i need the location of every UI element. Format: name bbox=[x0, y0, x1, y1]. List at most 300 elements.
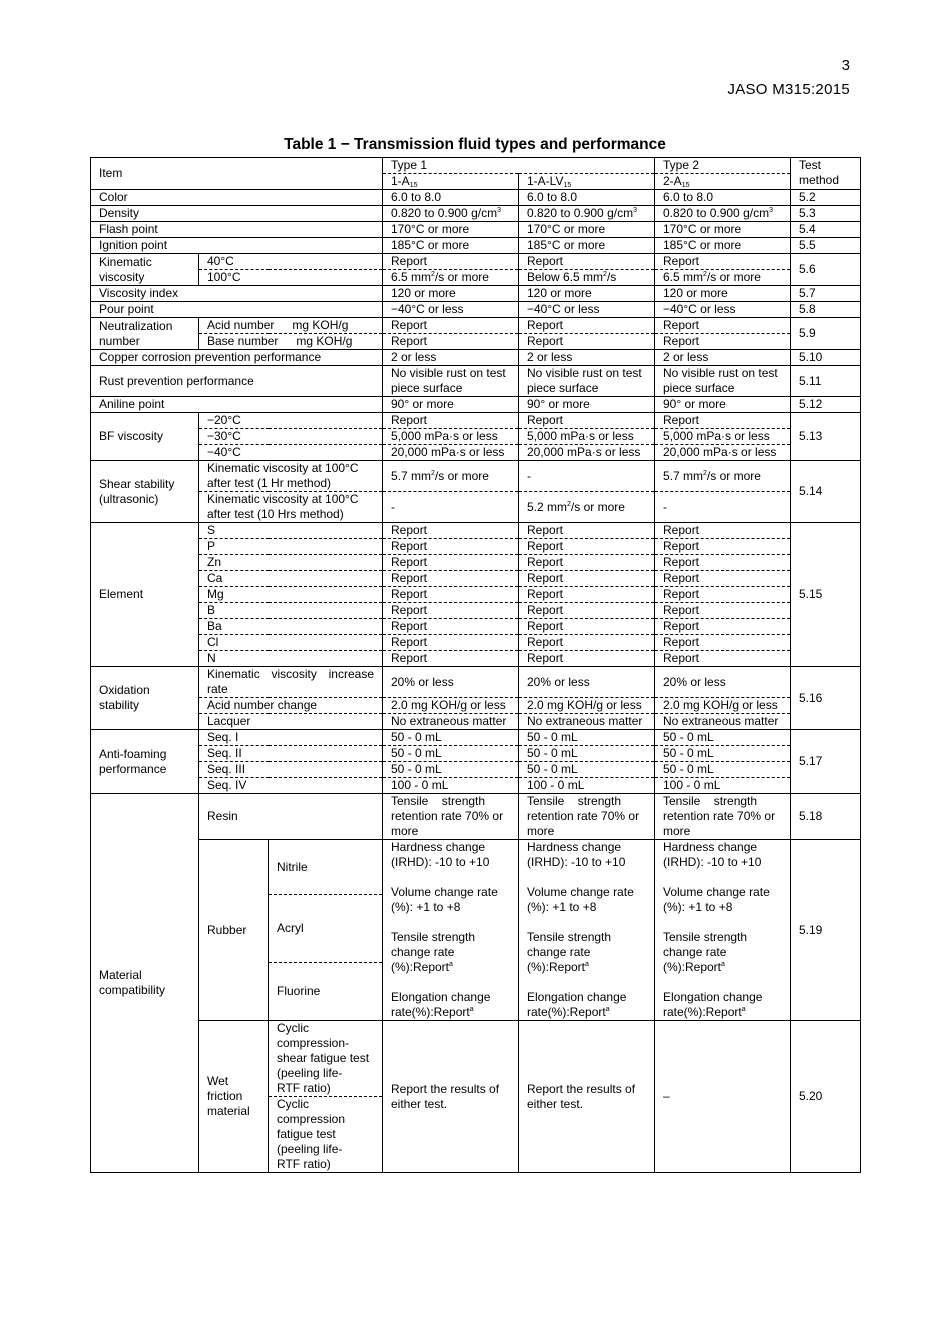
rubber-1alv-line3: Volume change rate bbox=[527, 885, 634, 899]
color-item: Color bbox=[91, 190, 383, 206]
neut-acid-unit: mg KOH/g bbox=[292, 318, 349, 332]
foam-item-line2: performance bbox=[99, 761, 167, 776]
rubber-2a-line1: Hardness change bbox=[663, 840, 758, 854]
kinematic-100c-1a-pre: 6.5 mm bbox=[391, 270, 432, 284]
pour-item: Pour point bbox=[91, 302, 383, 318]
rubber-2a-line2: (IRHD): -10 to +10 bbox=[663, 855, 762, 869]
resin-2a-line2: retention rate 70% or bbox=[663, 809, 776, 823]
rubber-acryl: Acryl bbox=[269, 895, 383, 962]
table-row bbox=[91, 651, 861, 667]
page-number: 3 bbox=[841, 57, 850, 74]
bf-20-1alv: Report bbox=[519, 413, 655, 429]
rust-2a bbox=[655, 366, 791, 397]
shear-1hr bbox=[199, 461, 383, 492]
density-1alv-sup: 3 bbox=[633, 207, 637, 214]
rubber-2a-note-a: a bbox=[721, 961, 725, 968]
foam-seq3: Seq. III bbox=[199, 762, 383, 778]
element-ca-1a: Report bbox=[383, 571, 519, 587]
oxidation-lacquer-1a: No extraneous matter bbox=[383, 714, 519, 730]
element-zn-2a: Report bbox=[655, 555, 791, 571]
wet-cyclic-shear-line3: shear fatigue test bbox=[277, 1051, 370, 1065]
shear-10hr-1a: - bbox=[383, 492, 519, 523]
element-s-1a: Report bbox=[383, 523, 519, 539]
table-row bbox=[91, 206, 861, 222]
density-method: 5.3 bbox=[791, 206, 861, 222]
foam-seq4-1a: 100 - 0 mL bbox=[383, 778, 519, 794]
subheader-2a-base: 2-A bbox=[663, 174, 682, 188]
neut-acid-1alv: Report bbox=[519, 318, 655, 334]
shear-method: 5.14 bbox=[791, 461, 861, 523]
element-zn-1alv: Report bbox=[519, 555, 655, 571]
aniline-method: 5.12 bbox=[791, 397, 861, 413]
table-row bbox=[91, 619, 861, 635]
flash-item: Flash point bbox=[91, 222, 383, 238]
shear-1hr-1a bbox=[383, 461, 519, 492]
subheader-1a-sub: 15 bbox=[409, 182, 418, 189]
shear-10hr-1alv-post: /s or more bbox=[570, 499, 625, 514]
density-2a-sup: 3 bbox=[769, 207, 773, 214]
shear-10hr-1alv-sup: 2 bbox=[567, 500, 571, 508]
wet-friction-line3: material bbox=[207, 1104, 250, 1118]
element-zn-1a: Report bbox=[383, 555, 519, 571]
copper-item: Copper corrosion prevention performance bbox=[91, 350, 383, 366]
item-header: Item bbox=[91, 158, 383, 190]
neut-base-label: Base number bbox=[207, 334, 279, 348]
rubber-1a-note-a2: a bbox=[469, 1006, 474, 1013]
oxidation-item-line2: stability bbox=[99, 698, 140, 712]
subheader-1alv bbox=[519, 174, 655, 190]
table-row bbox=[91, 794, 861, 840]
standard-code: JASO M315:2015 bbox=[727, 81, 850, 98]
table-row bbox=[91, 318, 861, 334]
element-s-2a: Report bbox=[655, 523, 791, 539]
kinematic-item-line1: Kinematic bbox=[99, 254, 152, 269]
subheader-1alv-base: 1-A-LV bbox=[527, 174, 564, 188]
material-item-line2: compatibility bbox=[99, 983, 166, 997]
wet-1alv-line1: Report the results of bbox=[527, 1081, 636, 1096]
rubber-2a-line6: change rate bbox=[663, 945, 727, 959]
color-1alv: 6.0 to 8.0 bbox=[519, 190, 655, 206]
shear-item-line1: Shear stability bbox=[99, 476, 175, 491]
material-item bbox=[91, 794, 199, 1173]
test-method-line2: method bbox=[799, 173, 840, 187]
element-ba-2a: Report bbox=[655, 619, 791, 635]
foam-seq4-1alv: 100 - 0 mL bbox=[519, 778, 655, 794]
table-row bbox=[91, 350, 861, 366]
color-1a: 6.0 to 8.0 bbox=[383, 190, 519, 206]
resin-method: 5.18 bbox=[791, 794, 861, 840]
resin-label: Resin bbox=[199, 794, 383, 840]
kinematic-100c-1alv-pre: Below 6.5 mm bbox=[527, 270, 604, 284]
rust-1alv bbox=[519, 366, 655, 397]
table-row bbox=[91, 603, 861, 619]
ignition-item: Ignition point bbox=[91, 238, 383, 254]
neut-item bbox=[91, 318, 199, 350]
bf-40-1a: 20,000 mPa·s or less bbox=[383, 445, 519, 461]
rubber-1alv-note-a2: a bbox=[605, 1006, 610, 1013]
kinematic-100c-2a bbox=[655, 270, 791, 286]
element-mg-2a: Report bbox=[655, 587, 791, 603]
shear-item bbox=[91, 461, 199, 523]
rubber-2a-line3: Volume change rate bbox=[663, 885, 770, 899]
wet-friction-label bbox=[199, 1021, 269, 1173]
density-1alv bbox=[519, 206, 655, 222]
vi-method: 5.7 bbox=[791, 286, 861, 302]
element-cl: Cl bbox=[199, 635, 383, 651]
table-row bbox=[91, 523, 861, 539]
foam-seq1-2a: 50 - 0 mL bbox=[655, 730, 791, 746]
table-row bbox=[91, 778, 861, 794]
foam-seq2-1a: 50 - 0 mL bbox=[383, 746, 519, 762]
table-row bbox=[91, 730, 861, 746]
element-ca-1alv: Report bbox=[519, 571, 655, 587]
shear-10hr-1alv bbox=[519, 492, 655, 523]
rust-1alv-line1: No visible rust on test bbox=[527, 366, 642, 380]
table-row bbox=[91, 1021, 861, 1097]
neut-item-line1: Neutralization bbox=[99, 318, 173, 333]
oxidation-lacquer: Lacquer bbox=[199, 714, 383, 730]
element-method: 5.15 bbox=[791, 523, 861, 667]
rubber-1alv bbox=[519, 840, 655, 1021]
kinematic-100c-1a-sup: 2 bbox=[431, 271, 435, 278]
wet-1a-line1: Report the results of bbox=[391, 1081, 500, 1096]
element-s: S bbox=[199, 523, 383, 539]
bf-30-1alv: 5,000 mPa·s or less bbox=[519, 429, 655, 445]
kinematic-100c-1alv-sup: 2 bbox=[603, 271, 607, 278]
shear-1hr-2a-sup: 2 bbox=[703, 469, 707, 477]
element-p-1a: Report bbox=[383, 539, 519, 555]
density-1a-value: 0.820 to 0.900 g/cm bbox=[391, 206, 498, 220]
table-row bbox=[91, 635, 861, 651]
rubber-2a bbox=[655, 840, 791, 1021]
resin-2a-line1: Tensile strength bbox=[663, 794, 758, 808]
rubber-1alv-line5: Tensile strength bbox=[527, 930, 612, 944]
bf-20-2a: Report bbox=[655, 413, 791, 429]
element-ba-1alv: Report bbox=[519, 619, 655, 635]
element-p: P bbox=[199, 539, 383, 555]
element-b-1a: Report bbox=[383, 603, 519, 619]
ignition-method: 5.5 bbox=[791, 238, 861, 254]
density-1a-sup: 3 bbox=[497, 207, 501, 214]
kinematic-40c: 40°C bbox=[199, 254, 383, 270]
rust-1a bbox=[383, 366, 519, 397]
neut-acid bbox=[199, 318, 383, 334]
foam-seq1-1alv: 50 - 0 mL bbox=[519, 730, 655, 746]
element-b-2a: Report bbox=[655, 603, 791, 619]
subheader-1a bbox=[383, 174, 519, 190]
neut-base-unit: mg KOH/g bbox=[296, 334, 353, 348]
table-row bbox=[91, 445, 861, 461]
foam-method: 5.17 bbox=[791, 730, 861, 794]
wet-1alv-line2: either test. bbox=[527, 1096, 584, 1111]
resin-1alv-line2: retention rate 70% or bbox=[527, 809, 640, 823]
foam-item bbox=[91, 730, 199, 794]
element-b-1alv: Report bbox=[519, 603, 655, 619]
foam-seq3-2a: 50 - 0 mL bbox=[655, 762, 791, 778]
ignition-1alv: 185°C or more bbox=[519, 238, 655, 254]
wet-cyclic-shear-line5: RTF ratio) bbox=[277, 1081, 331, 1095]
neut-method: 5.9 bbox=[791, 318, 861, 350]
rubber-2a-line7: (%):Report bbox=[663, 960, 722, 974]
foam-seq1: Seq. I bbox=[199, 730, 383, 746]
rubber-1a-line5: Tensile strength bbox=[391, 930, 476, 944]
rubber-1alv-line6: change rate bbox=[527, 945, 591, 959]
rubber-2a-line9: rate(%):Report bbox=[663, 1005, 742, 1019]
kinematic-40c-1a: Report bbox=[383, 254, 519, 270]
density-item: Density bbox=[91, 206, 383, 222]
bf-40-1alv: 20,000 mPa·s or less bbox=[519, 445, 655, 461]
shear-1hr-line2: after test (1 Hr method) bbox=[207, 476, 332, 490]
vi-2a: 120 or more bbox=[655, 286, 791, 302]
neut-base bbox=[199, 334, 383, 350]
pour-2a: −40°C or less bbox=[655, 302, 791, 318]
aniline-1alv: 90° or more bbox=[519, 397, 655, 413]
resin-1a-line1: Tensile strength bbox=[391, 794, 486, 808]
subheader-2a-sub: 15 bbox=[681, 182, 690, 189]
ignition-2a: 185°C or more bbox=[655, 238, 791, 254]
aniline-2a: 90° or more bbox=[655, 397, 791, 413]
material-item-line1: Material bbox=[99, 968, 142, 982]
header-row bbox=[91, 158, 861, 174]
shear-1hr-2a-post: /s or more bbox=[706, 468, 761, 483]
wet-1a-line2: either test. bbox=[391, 1096, 448, 1111]
rubber-1a-line8: Elongation change bbox=[391, 990, 491, 1004]
bf-20-1a: Report bbox=[383, 413, 519, 429]
foam-seq3-1a: 50 - 0 mL bbox=[383, 762, 519, 778]
rubber-2a-line4: (%): +1 to +8 bbox=[663, 900, 733, 914]
wet-method: 5.20 bbox=[791, 1021, 861, 1173]
rubber-1alv-line8: Elongation change bbox=[527, 990, 627, 1004]
element-n-1alv: Report bbox=[519, 651, 655, 667]
table-row bbox=[91, 667, 861, 698]
element-item: Element bbox=[91, 523, 199, 667]
oxidation-lacquer-1alv: No extraneous matter bbox=[519, 714, 655, 730]
rust-2a-line2: piece surface bbox=[663, 381, 735, 395]
table-row bbox=[91, 571, 861, 587]
kinematic-100c-1a-post: /s or more bbox=[434, 270, 489, 284]
table-row bbox=[91, 587, 861, 603]
rust-2a-line1: No visible rust on test bbox=[663, 366, 778, 380]
density-2a bbox=[655, 206, 791, 222]
kinematic-100c-1alv bbox=[519, 270, 655, 286]
element-ca: Ca bbox=[199, 571, 383, 587]
flash-1alv: 170°C or more bbox=[519, 222, 655, 238]
copper-2a: 2 or less bbox=[655, 350, 791, 366]
wet-cyclic-compression-line1: Cyclic bbox=[277, 1097, 309, 1111]
vi-1alv: 120 or more bbox=[519, 286, 655, 302]
kinematic-40c-1alv: Report bbox=[519, 254, 655, 270]
oxidation-kv-1alv: 20% or less bbox=[519, 667, 655, 698]
foam-seq1-1a: 50 - 0 mL bbox=[383, 730, 519, 746]
bf-30-2a: 5,000 mPa·s or less bbox=[655, 429, 791, 445]
table-row bbox=[91, 698, 861, 714]
shear-1hr-2a-pre: 5.7 mm bbox=[663, 468, 704, 483]
shear-10hr-line2: after test (10 Hrs method) bbox=[207, 507, 344, 521]
shear-1hr-2a bbox=[655, 461, 791, 492]
rubber-method: 5.19 bbox=[791, 840, 861, 1021]
wet-friction-line1: Wet bbox=[207, 1074, 229, 1088]
foam-seq4: Seq. IV bbox=[199, 778, 383, 794]
table-row bbox=[91, 397, 861, 413]
table-row bbox=[91, 492, 861, 523]
rubber-label: Rubber bbox=[199, 840, 269, 1021]
element-ba: Ba bbox=[199, 619, 383, 635]
wet-friction-line2: friction bbox=[207, 1089, 243, 1103]
density-1a bbox=[383, 206, 519, 222]
resin-2a-line3: more bbox=[663, 824, 691, 838]
density-1alv-value: 0.820 to 0.900 g/cm bbox=[527, 206, 634, 220]
aniline-1a: 90° or more bbox=[383, 397, 519, 413]
shear-1hr-line1: Kinematic viscosity at 100°C bbox=[207, 461, 359, 475]
resin-1alv bbox=[519, 794, 655, 840]
copper-method: 5.10 bbox=[791, 350, 861, 366]
shear-1hr-1a-post: /s or more bbox=[434, 468, 489, 483]
shear-10hr bbox=[199, 492, 383, 523]
kinematic-40c-2a: Report bbox=[655, 254, 791, 270]
foam-item-line1: Anti-foaming bbox=[99, 746, 167, 761]
resin-1a-line2: retention rate 70% or bbox=[391, 809, 504, 823]
wet-1a bbox=[383, 1021, 519, 1173]
oxidation-kv-1a: 20% or less bbox=[383, 667, 519, 698]
table-row bbox=[91, 762, 861, 778]
fluid-performance-table bbox=[90, 157, 861, 1173]
table-row bbox=[91, 238, 861, 254]
bf-40-2a: 20,000 mPa·s or less bbox=[655, 445, 791, 461]
table-row bbox=[91, 366, 861, 397]
table-row bbox=[91, 254, 861, 270]
neut-acid-label: Acid number bbox=[207, 318, 275, 332]
table-row bbox=[91, 302, 861, 318]
kinematic-100c-2a-post: /s or more bbox=[706, 270, 761, 284]
rubber-1alv-note-a: a bbox=[585, 961, 589, 968]
rubber-1alv-line1: Hardness change bbox=[527, 840, 622, 854]
element-ba-1a: Report bbox=[383, 619, 519, 635]
neut-acid-1a: Report bbox=[383, 318, 519, 334]
bf-40: −40°C bbox=[199, 445, 383, 461]
table-row bbox=[91, 461, 861, 492]
pour-1a: −40°C or less bbox=[383, 302, 519, 318]
kinematic-100c-1a bbox=[383, 270, 519, 286]
pour-1alv: −40°C or less bbox=[519, 302, 655, 318]
table-row bbox=[91, 190, 861, 206]
rubber-1a bbox=[383, 840, 519, 1021]
color-2a: 6.0 to 8.0 bbox=[655, 190, 791, 206]
element-n-1a: Report bbox=[383, 651, 519, 667]
rubber-2a-note-a2: a bbox=[741, 1006, 746, 1013]
rubber-1a-line9: rate(%):Report bbox=[391, 1005, 470, 1019]
neut-base-1a: Report bbox=[383, 334, 519, 350]
rust-item: Rust prevention performance bbox=[91, 366, 383, 397]
table-row bbox=[91, 270, 861, 286]
oxidation-acid-1a: 2.0 mg KOH/g or less bbox=[383, 698, 519, 714]
neut-base-2a: Report bbox=[655, 334, 791, 350]
color-method: 5.2 bbox=[791, 190, 861, 206]
kinematic-100c-2a-sup: 2 bbox=[703, 271, 707, 278]
copper-1a: 2 or less bbox=[383, 350, 519, 366]
flash-1a: 170°C or more bbox=[383, 222, 519, 238]
density-2a-value: 0.820 to 0.900 g/cm bbox=[663, 206, 770, 220]
neut-acid-2a: Report bbox=[655, 318, 791, 334]
element-zn: Zn bbox=[199, 555, 383, 571]
foam-seq3-1alv: 50 - 0 mL bbox=[519, 762, 655, 778]
aniline-item: Aniline point bbox=[91, 397, 383, 413]
flash-method: 5.4 bbox=[791, 222, 861, 238]
table-row bbox=[91, 714, 861, 730]
table-row bbox=[91, 539, 861, 555]
rubber-fluorine: Fluorine bbox=[269, 962, 383, 1020]
wet-cyclic-compression-line2: compression bbox=[277, 1112, 346, 1126]
kinematic-100c-1alv-post: /s bbox=[606, 270, 617, 284]
element-cl-1a: Report bbox=[383, 635, 519, 651]
shear-10hr-1alv-pre: 5.2 mm bbox=[527, 499, 568, 514]
table-row bbox=[91, 413, 861, 429]
bf-item: BF viscosity bbox=[91, 413, 199, 461]
resin-1alv-line3: more bbox=[527, 824, 555, 838]
neut-base-1alv: Report bbox=[519, 334, 655, 350]
table-row bbox=[91, 429, 861, 445]
kinematic-item bbox=[91, 254, 199, 286]
table-row bbox=[91, 334, 861, 350]
rubber-nitrile: Nitrile bbox=[269, 840, 383, 895]
shear-10hr-2a: - bbox=[655, 492, 791, 523]
resin-1a-line3: more bbox=[391, 824, 419, 838]
shear-10hr-line1: Kinematic viscosity at 100°C bbox=[207, 492, 359, 506]
element-s-1alv: Report bbox=[519, 523, 655, 539]
oxidation-acid-2a: 2.0 mg KOH/g or less bbox=[655, 698, 791, 714]
kinematic-100c: 100°C bbox=[199, 270, 383, 286]
bf-method: 5.13 bbox=[791, 413, 861, 461]
bf-30-1a: 5,000 mPa·s or less bbox=[383, 429, 519, 445]
element-b: B bbox=[199, 603, 383, 619]
test-method-header bbox=[791, 158, 861, 190]
table-row bbox=[91, 746, 861, 762]
oxidation-item-line1: Oxidation bbox=[99, 683, 150, 697]
type2-header: Type 2 bbox=[655, 158, 791, 174]
rubber-1a-line1: Hardness change bbox=[391, 840, 486, 854]
rubber-1a-line4: (%): +1 to +8 bbox=[391, 900, 461, 914]
element-p-2a: Report bbox=[655, 539, 791, 555]
shear-1hr-1a-pre: 5.7 mm bbox=[391, 468, 432, 483]
kinematic-100c-2a-pre: 6.5 mm bbox=[663, 270, 704, 284]
subheader-1a-base: 1-A bbox=[391, 174, 410, 188]
element-mg: Mg bbox=[199, 587, 383, 603]
subheader-2a bbox=[655, 174, 791, 190]
ignition-1a: 185°C or more bbox=[383, 238, 519, 254]
rust-method: 5.11 bbox=[791, 366, 861, 397]
rubber-1alv-line2: (IRHD): -10 to +10 bbox=[527, 855, 626, 869]
wet-2a: – bbox=[655, 1021, 791, 1173]
rubber-1alv-line9: rate(%):Report bbox=[527, 1005, 606, 1019]
oxidation-acid: Acid number change bbox=[199, 698, 383, 714]
element-mg-1a: Report bbox=[383, 587, 519, 603]
element-ca-2a: Report bbox=[655, 571, 791, 587]
wet-1alv bbox=[519, 1021, 655, 1173]
oxidation-kv-2a: 20% or less bbox=[655, 667, 791, 698]
wet-cyclic-shear-line4: (peeling life- bbox=[277, 1066, 343, 1080]
rust-1a-line2: piece surface bbox=[391, 381, 463, 395]
oxidation-kv: Kinematic viscosity increase rate bbox=[199, 667, 383, 698]
copper-1alv: 2 or less bbox=[519, 350, 655, 366]
rubber-1a-line7: (%):Report bbox=[391, 960, 450, 974]
resin-1alv-line1: Tensile strength bbox=[527, 794, 622, 808]
vi-item: Viscosity index bbox=[91, 286, 383, 302]
rubber-1a-line3: Volume change rate bbox=[391, 885, 498, 899]
bf-20: −20°C bbox=[199, 413, 383, 429]
element-mg-1alv: Report bbox=[519, 587, 655, 603]
wet-cyclic-shear-line2: compression- bbox=[277, 1036, 350, 1050]
table-row bbox=[91, 286, 861, 302]
rubber-1alv-line7: (%):Report bbox=[527, 960, 586, 974]
